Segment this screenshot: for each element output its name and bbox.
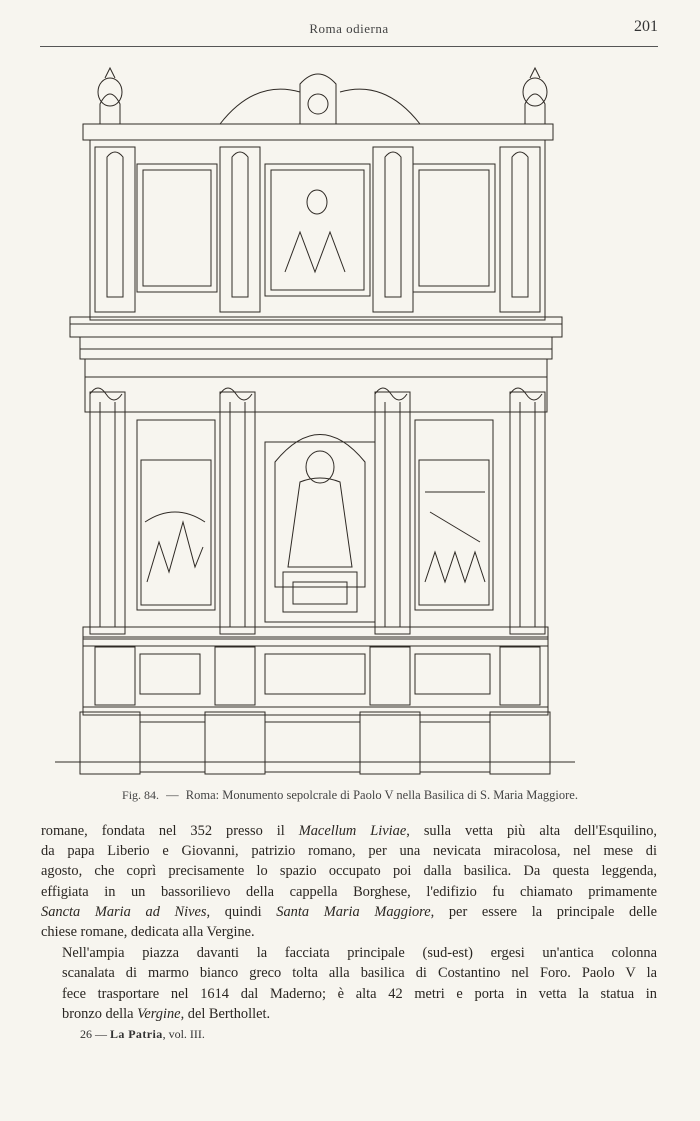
upper-cornice-pediment bbox=[83, 68, 553, 140]
text-line bbox=[41, 861, 657, 881]
italic-text-run: Macellum Liviae bbox=[298, 823, 407, 839]
publication-volume: , vol. III. bbox=[162, 1027, 205, 1041]
paragraph-1 bbox=[41, 821, 657, 942]
text-run: Nell'ampia piazza davanti la facciata principale (sud-est) ergesi un'antica colonna bbox=[62, 945, 657, 962]
text-run: effigiata in un bassorilievo della cappella Borghese, l'edifizio fu chiamato primamente bbox=[41, 883, 657, 900]
signature-dash: — bbox=[95, 1027, 107, 1041]
running-title: Roma odierna bbox=[309, 21, 389, 36]
text-line bbox=[41, 963, 657, 983]
body-text bbox=[41, 821, 657, 1024]
text-run: , del Berthollet. bbox=[180, 1005, 271, 1022]
central-niche-statue bbox=[265, 435, 375, 623]
publication-title: La Patria bbox=[110, 1027, 163, 1041]
caption-label: Fig. 84. bbox=[122, 788, 160, 802]
text-run: , per essere la principale delle bbox=[430, 903, 657, 920]
text-line bbox=[41, 902, 657, 922]
text-run: bronzo della bbox=[62, 1005, 138, 1022]
italic-text-run: Sancta Maria ad Nives bbox=[41, 903, 207, 920]
text-line bbox=[41, 1004, 657, 1024]
text-line bbox=[41, 841, 657, 861]
upper-register bbox=[90, 140, 545, 320]
capitals-frieze bbox=[85, 377, 547, 412]
relief-panel-right bbox=[415, 420, 493, 610]
text-run: , quindi bbox=[206, 903, 277, 920]
text-line bbox=[41, 882, 657, 902]
text-line bbox=[41, 821, 657, 841]
text-run: , sulla vetta più alta dell'Esquilino, bbox=[406, 823, 658, 839]
text-run: da papa Liberio e Giovanni, patrizio romano, per una nevicata miracolosa, nel mese di bbox=[41, 843, 657, 860]
caption-text: Roma: Monumento sepolcrale di Paolo V nella Basilica di S. Maria Maggiore. bbox=[185, 788, 578, 802]
text-line bbox=[41, 984, 657, 1004]
paragraph-2 bbox=[41, 943, 657, 1024]
text-run: chiese romane, dedicata alla Vergine. bbox=[41, 924, 255, 941]
relief-panel-left bbox=[137, 420, 215, 610]
base-plinths bbox=[80, 712, 550, 774]
entablature bbox=[70, 317, 562, 377]
text-run: scanalata di marmo bianco greco tolta alla basilica di Costantino nel Foro. Paolo V la bbox=[62, 965, 657, 982]
figure-caption bbox=[0, 788, 700, 803]
page-header bbox=[40, 18, 658, 47]
italic-text-run: Santa Maria Maggiore bbox=[276, 903, 431, 920]
page-number: 201 bbox=[634, 18, 658, 35]
text-line bbox=[41, 922, 657, 942]
signature-number: 26 bbox=[80, 1027, 92, 1041]
text-line bbox=[41, 943, 657, 963]
italic-text-run: Vergine bbox=[137, 1005, 181, 1022]
text-run: agosto, che coprì precisamente lo spazio occupato poi dalla basilica. Da questa leggenda, bbox=[41, 863, 657, 880]
text-run: romane, fondata nel 352 presso il bbox=[41, 823, 299, 839]
figure-monument-engraving bbox=[55, 62, 575, 778]
printer-signature bbox=[80, 1027, 205, 1042]
lower-register bbox=[83, 637, 548, 715]
text-run: fece trasportare nel 1614 dal Maderno; è alta 42 metri e porta in vetta la statua in bbox=[62, 985, 657, 1002]
monument-engraving-illustration bbox=[55, 62, 575, 778]
caption-dash: — bbox=[166, 788, 179, 802]
middle-columns bbox=[83, 392, 548, 639]
